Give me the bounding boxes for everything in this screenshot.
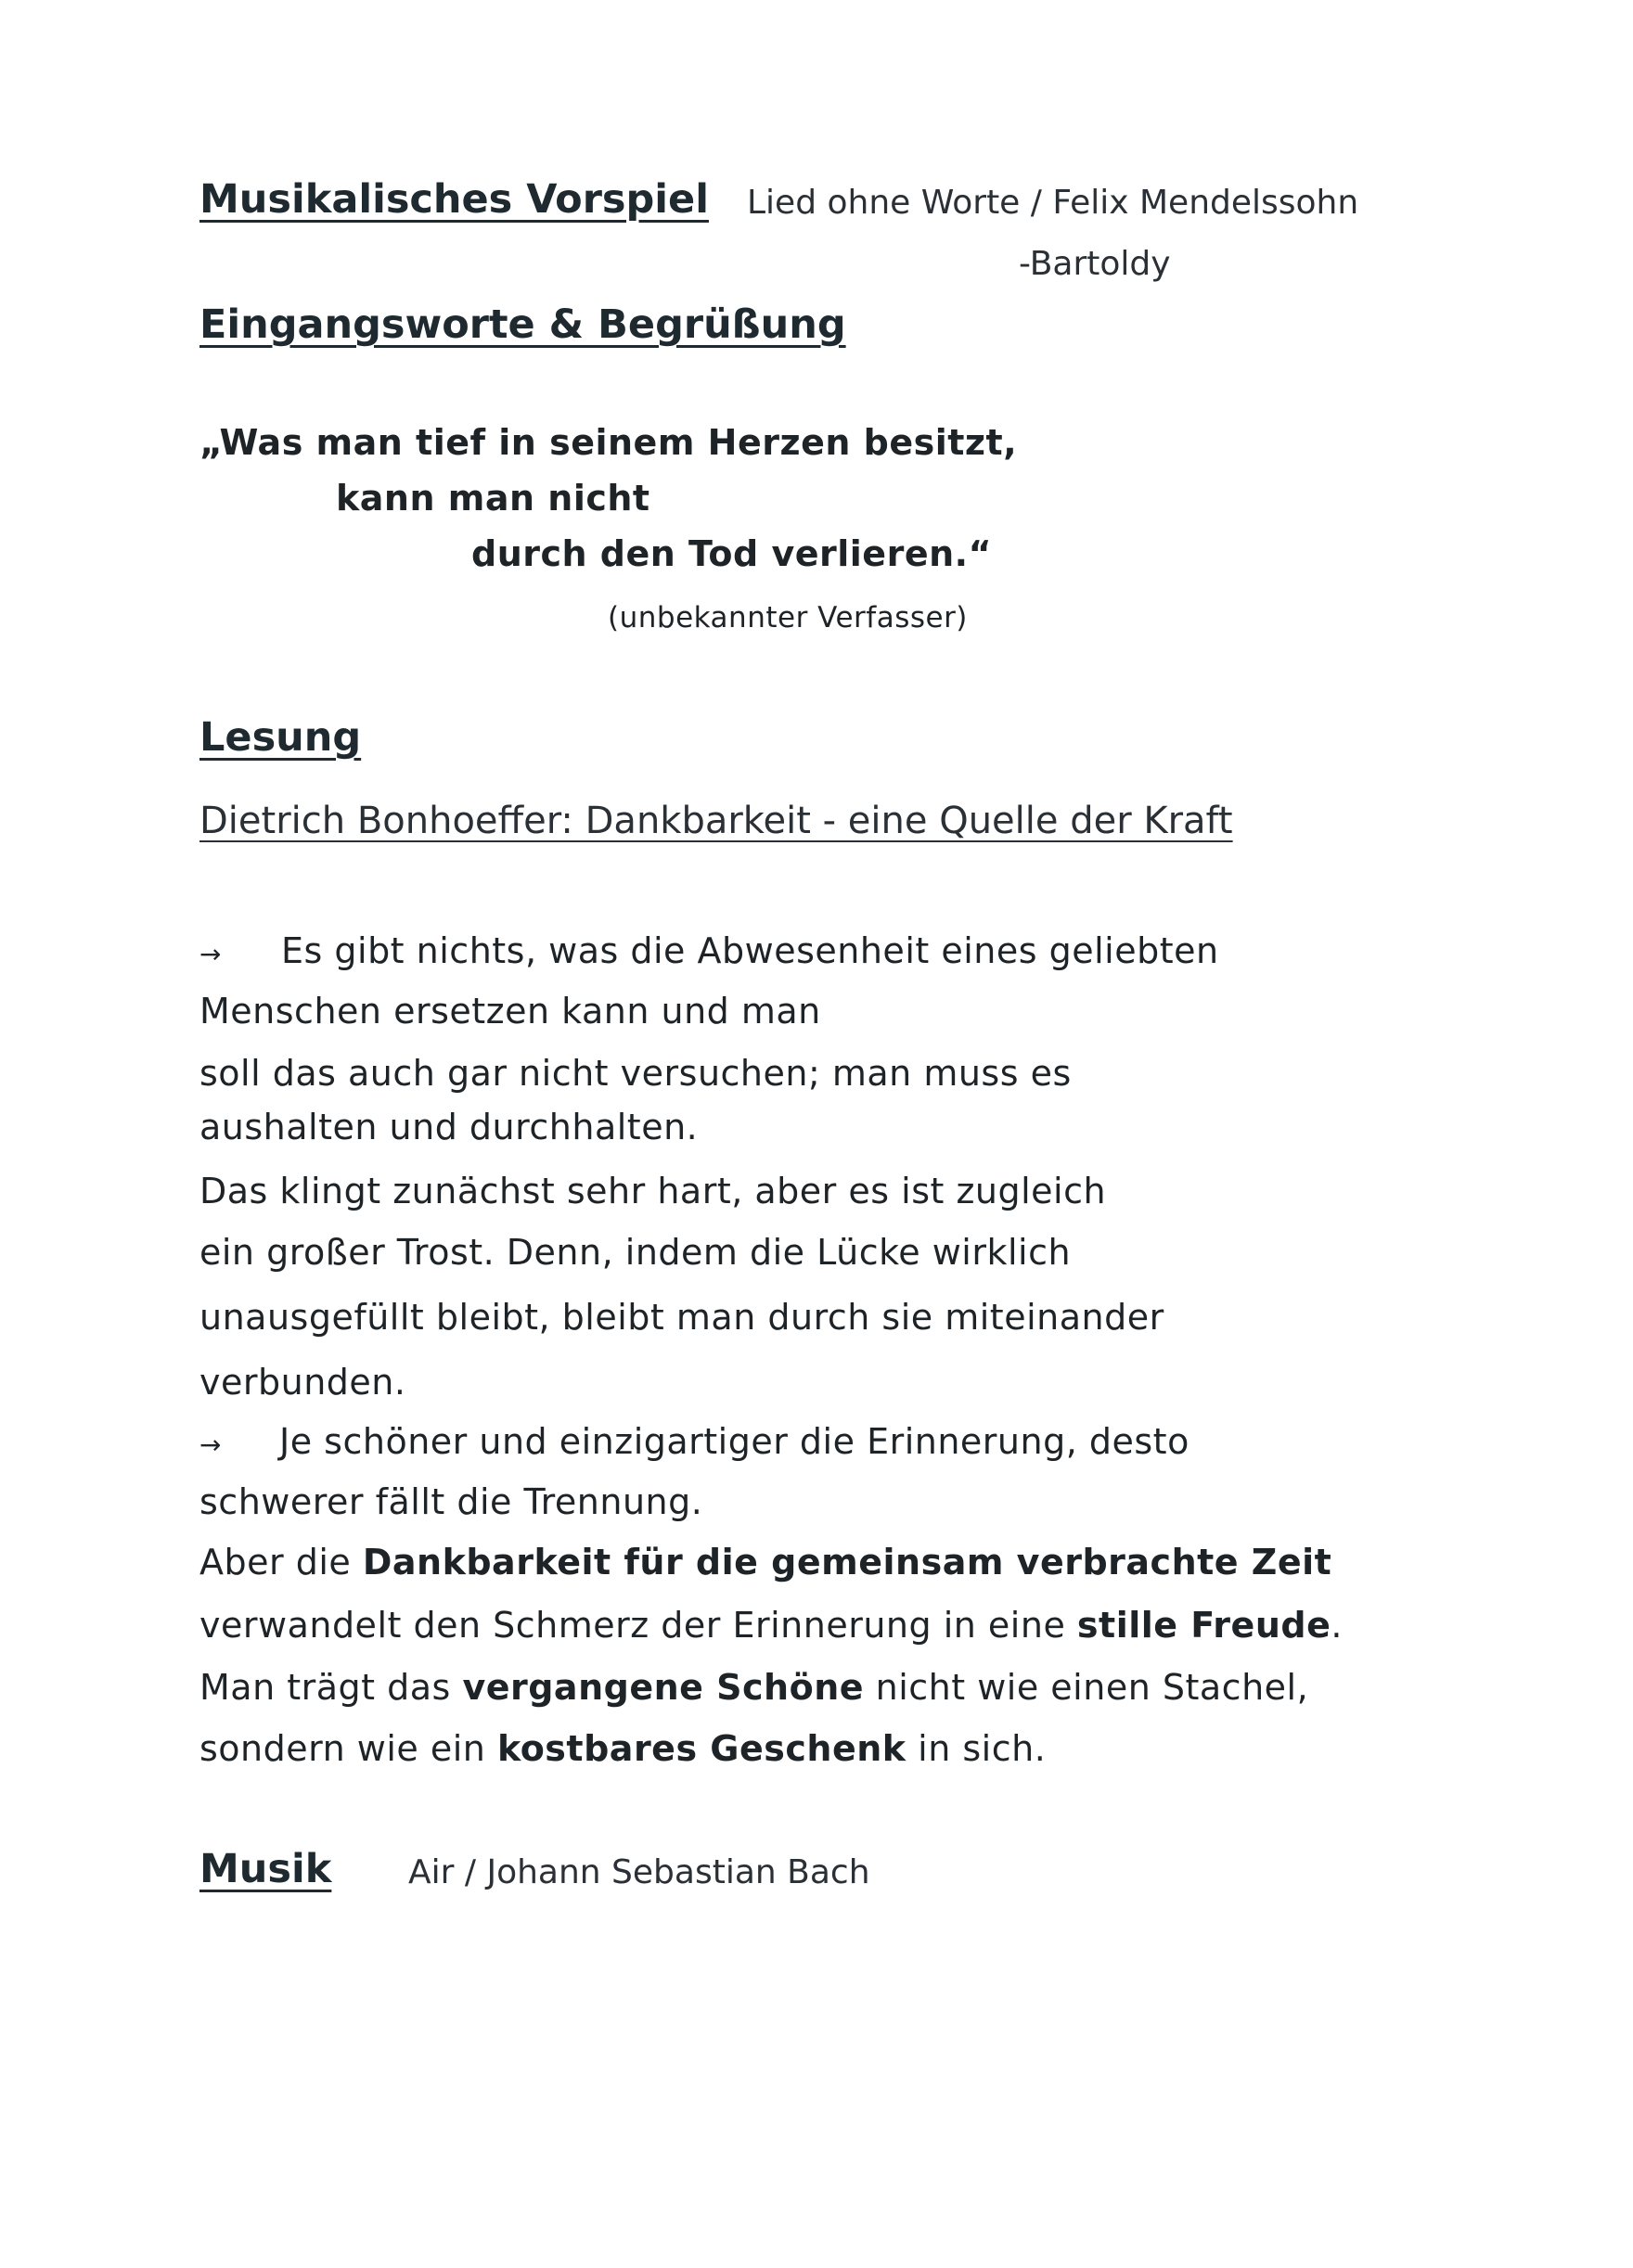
quote-line2: kann man nicht [336, 478, 650, 519]
reading-line-10: schwerer fällt die Trennung. [199, 1481, 703, 1522]
quote-line3: durch den Tod verlieren.“ [471, 533, 993, 574]
reading-line-8: verbunden. [199, 1362, 406, 1403]
quote-line1: „Was man tief in seinem Herzen besitzt, [199, 422, 1018, 463]
heading-music: Musik [199, 1846, 332, 1892]
heading-musical-prelude: Musikalisches Vorspiel [199, 176, 709, 223]
arrow-icon: → [199, 939, 222, 969]
reading-line-11: Aber die Dankbarkeit für die gemeinsam verbrachte Zeit [199, 1542, 1332, 1582]
quote-author: (unbekannter Verfasser) [608, 601, 968, 634]
reading-line-7: unausgefüllt bleibt, bleibt man durch sie miteinander [199, 1297, 1164, 1338]
reading-line-13: Man trägt das vergangene Schöne nicht wie einen Stachel, [199, 1667, 1309, 1708]
heading-opening-words: Eingangsworte & Begrüßung [199, 301, 846, 348]
prelude-piece-line2: -Bartoldy [1019, 245, 1171, 283]
reading-line-1: → Es gibt nichts, was die Abwesenheit eines geliebten [199, 930, 1219, 971]
prelude-piece-line1: Lied ohne Worte / Felix Mendelssohn [747, 184, 1359, 222]
arrow-icon: → [199, 1429, 222, 1460]
reading-line-5: Das klingt zunächst sehr hart, aber es ist zugleich [199, 1171, 1107, 1211]
music-piece: Air / Johann Sebastian Bach [408, 1853, 870, 1891]
reading-line-12: verwandelt den Schmerz der Erinnerung in eine stille Freude. [199, 1605, 1343, 1646]
reading-line-4: aushalten und durchhalten. [199, 1107, 699, 1147]
reading-title: Dietrich Bonhoeffer: Dankbarkeit - eine Quelle der Kraft [199, 800, 1233, 842]
reading-line-3: soll das auch gar nicht versuchen; man muss es [199, 1053, 1072, 1094]
reading-line-2: Menschen ersetzen kann und man [199, 991, 821, 1031]
reading-line-9: → Je schöner und einzigartiger die Erinnerung, desto [199, 1421, 1189, 1462]
heading-reading: Lesung [199, 714, 362, 761]
reading-line-14: sondern wie ein kostbares Geschenk in sich. [199, 1728, 1047, 1769]
reading-line-6: ein großer Trost. Denn, indem die Lücke wirklich [199, 1232, 1072, 1273]
